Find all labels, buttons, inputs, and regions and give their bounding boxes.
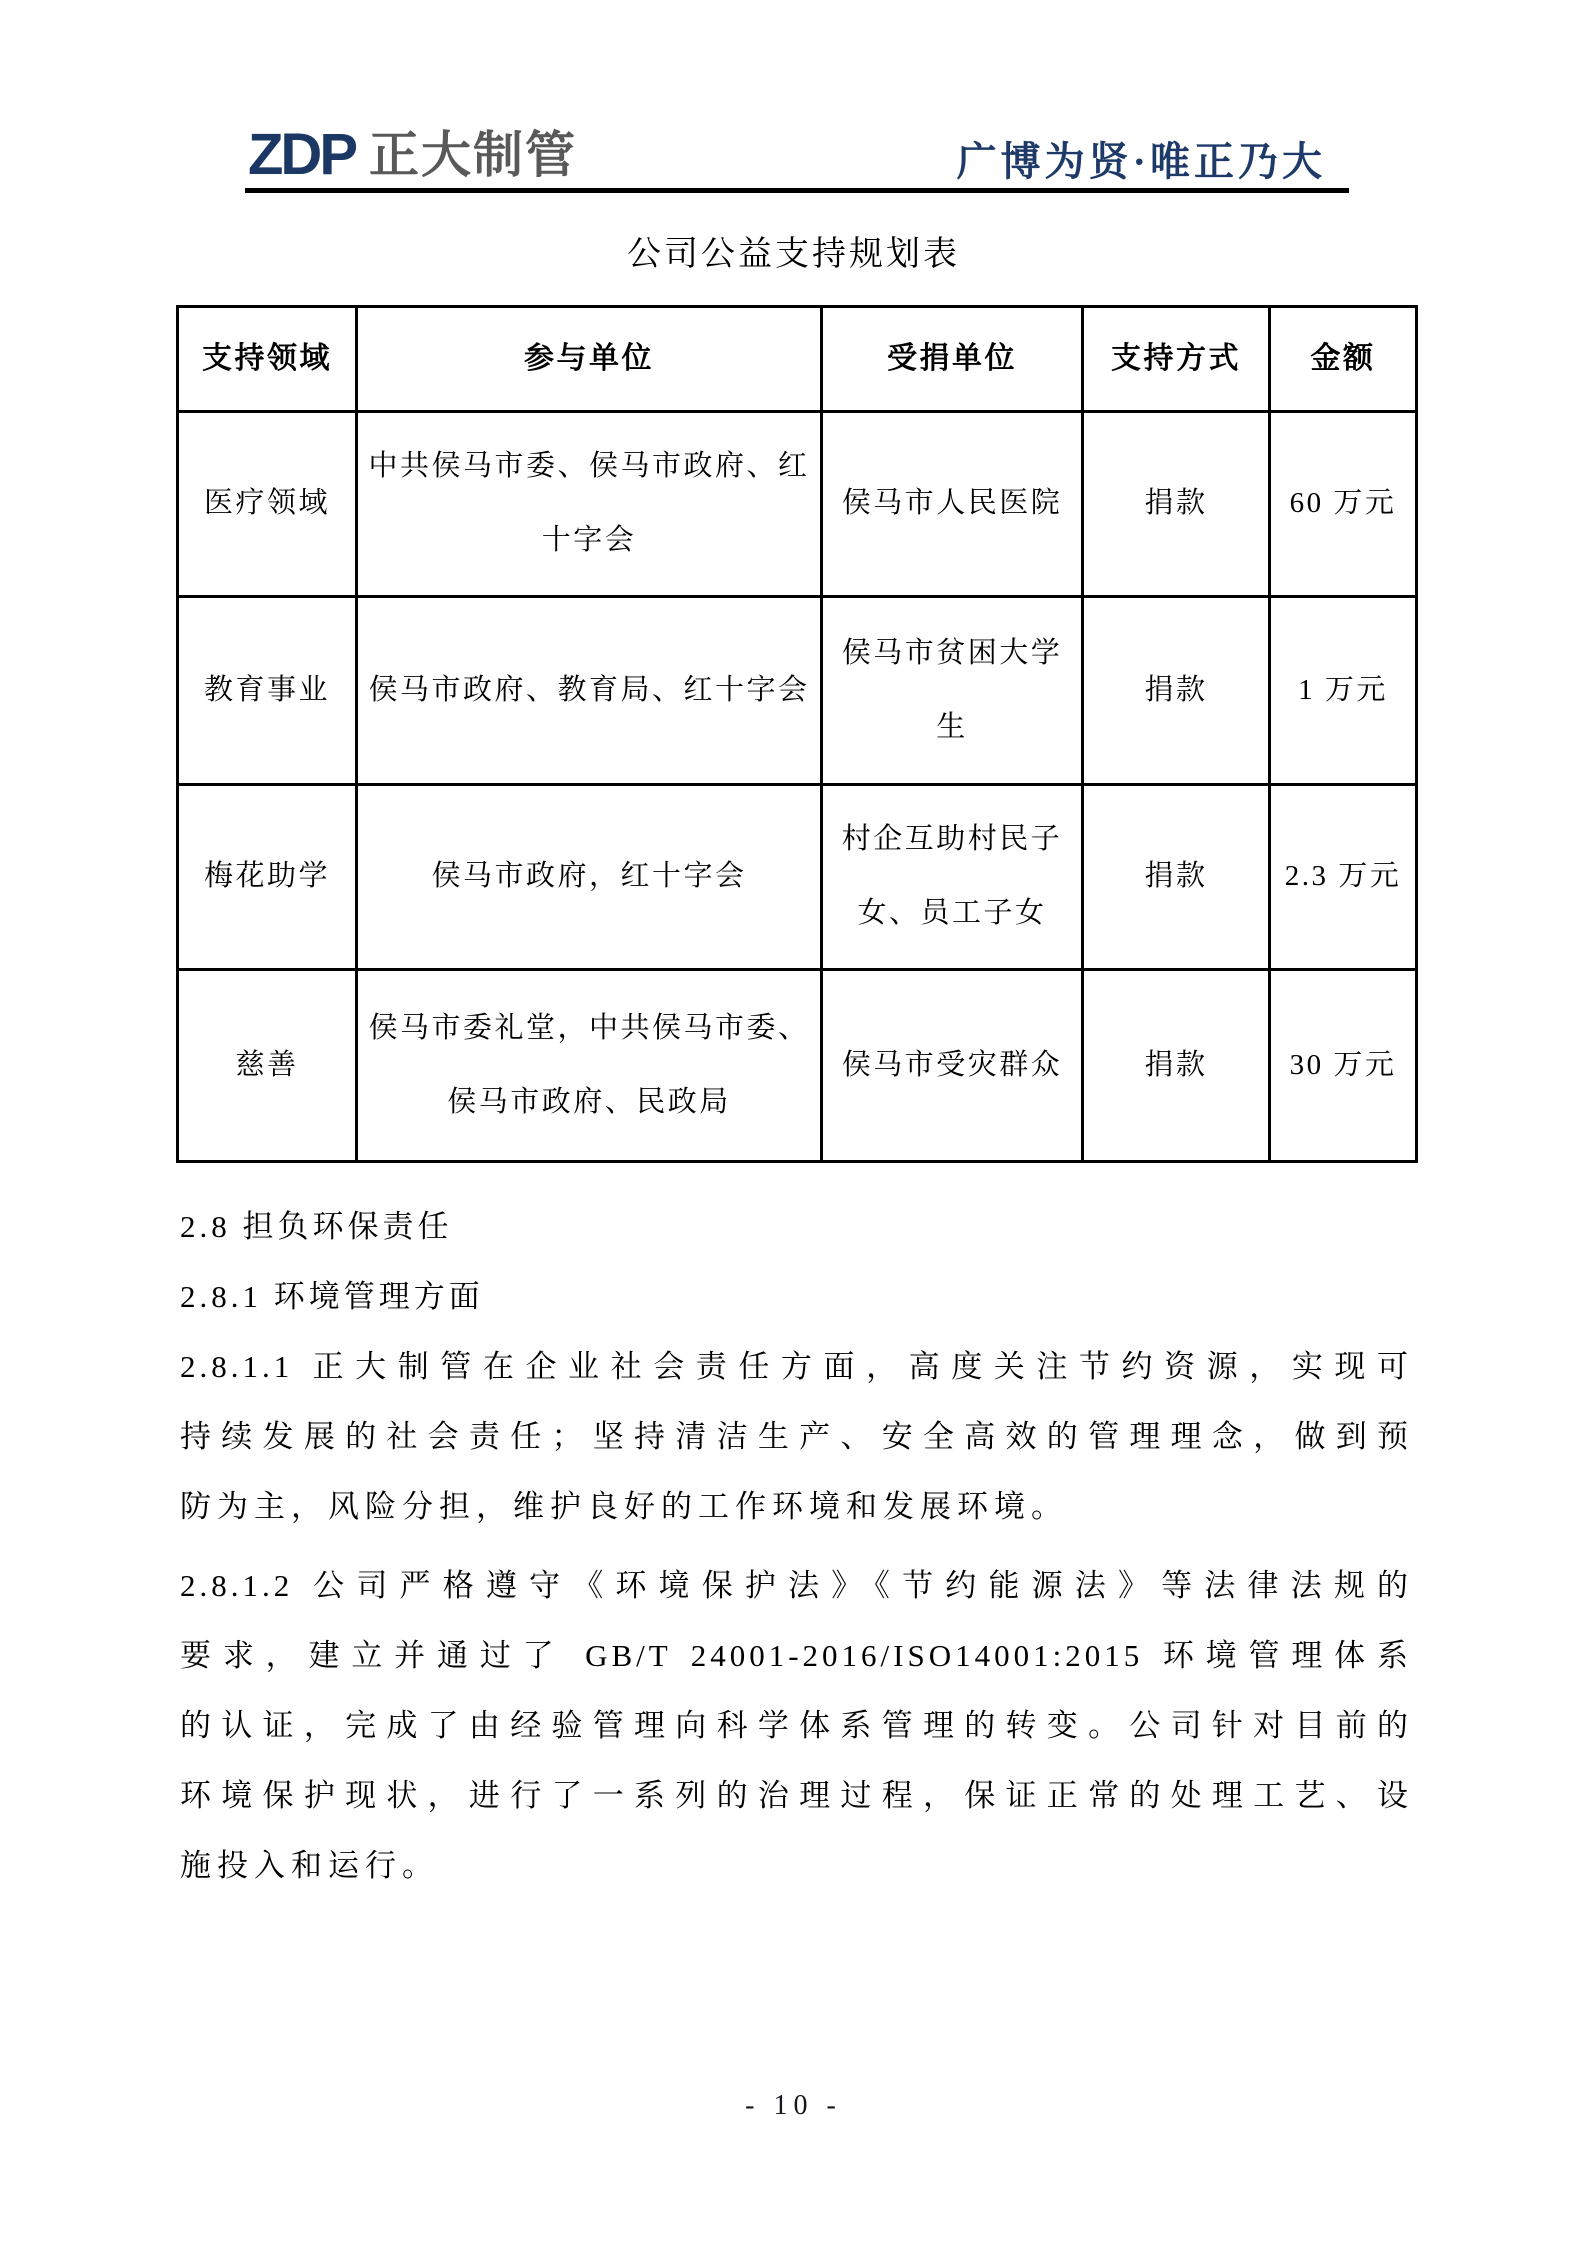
table-cell: 侯马市受灾群众 bbox=[822, 970, 1083, 1162]
table-cell: 捐款 bbox=[1083, 597, 1270, 785]
table-row bbox=[178, 412, 1417, 597]
paragraph-line: 的认证，完成了由经验管理向科学体系管理的转变。公司针对目前的 bbox=[180, 1708, 1412, 1743]
table-row bbox=[178, 970, 1417, 1162]
table-cell: 侯马市政府、教育局、红十字会 bbox=[357, 597, 822, 785]
table-cell: 捐款 bbox=[1083, 412, 1270, 597]
welfare-support-table bbox=[176, 305, 1418, 1163]
header-tagline: 广博为贤·唯正乃大 bbox=[956, 139, 1326, 184]
table-cell: 侯马市政府，红十字会 bbox=[357, 785, 822, 970]
paragraph-line: 2.8.1.1 正大制管在企业社会责任方面，高度关注节约资源，实现可 bbox=[180, 1349, 1412, 1384]
section-heading-2-8-1: 2.8.1 环境管理方面 bbox=[180, 1279, 484, 1314]
table-header-cell: 金额 bbox=[1270, 307, 1417, 412]
table-cell: 2.3 万元 bbox=[1270, 785, 1417, 970]
table-cell: 捐款 bbox=[1083, 970, 1270, 1162]
zdp-logo-mark: ZDP bbox=[248, 122, 355, 187]
table-header-row bbox=[178, 307, 1417, 412]
table-cell: 1 万元 bbox=[1270, 597, 1417, 785]
paragraph-line: 施投入和运行。 bbox=[180, 1848, 439, 1883]
header-divider bbox=[245, 188, 1349, 193]
table-cell: 慈善 bbox=[178, 970, 357, 1162]
table-body bbox=[178, 412, 1417, 1162]
page-title: 公司公益支持规划表 bbox=[627, 236, 960, 273]
table-header-cell: 支持领域 bbox=[178, 307, 357, 412]
paragraph-2-8-1-1 bbox=[180, 1332, 1412, 1542]
paragraph-line: 环境保护现状，进行了一系列的治理过程，保证正常的处理工艺、设 bbox=[180, 1778, 1412, 1813]
section-heading-2-8: 2.8 担负环保责任 bbox=[180, 1209, 453, 1244]
company-name: 正大制管 bbox=[369, 127, 577, 183]
table-cell: 侯马市人民医院 bbox=[822, 412, 1083, 597]
table-row bbox=[178, 597, 1417, 785]
table-cell: 教育事业 bbox=[178, 597, 357, 785]
paragraph-line: 持续发展的社会责任；坚持清洁生产、安全高效的管理理念，做到预 bbox=[180, 1419, 1412, 1454]
table-cell: 30 万元 bbox=[1270, 970, 1417, 1162]
table-cell: 中共侯马市委、侯马市政府、红十字会 bbox=[357, 412, 822, 597]
table-header-cell: 参与单位 bbox=[357, 307, 822, 412]
table-cell: 侯马市贫困大学生 bbox=[822, 597, 1083, 785]
paragraph-line: 防为主，风险分担，维护良好的工作环境和发展环境。 bbox=[180, 1489, 1068, 1524]
page-number: - 10 - bbox=[745, 2090, 842, 2121]
table-header-cell: 受捐单位 bbox=[822, 307, 1083, 412]
table-cell: 60 万元 bbox=[1270, 412, 1417, 597]
table-cell: 捐款 bbox=[1083, 785, 1270, 970]
body-text-section bbox=[180, 1192, 1412, 1901]
table-header-cell: 支持方式 bbox=[1083, 307, 1270, 412]
table-cell: 医疗领域 bbox=[178, 412, 357, 597]
paragraph-line: 要求，建立并通过了 GB/T 24001-2016/ISO14001:2015 环境管理体系 bbox=[180, 1638, 1412, 1673]
table-cell: 侯马市委礼堂，中共侯马市委、侯马市政府、民政局 bbox=[357, 970, 822, 1162]
table-row bbox=[178, 785, 1417, 970]
paragraph-2-8-1-2 bbox=[180, 1551, 1412, 1901]
table-cell: 梅花助学 bbox=[178, 785, 357, 970]
paragraph-line: 2.8.1.2 公司严格遵守《环境保护法》《节约能源法》等法律法规的 bbox=[180, 1568, 1412, 1603]
company-logo bbox=[248, 124, 577, 186]
table-cell: 村企互助村民子女、员工子女 bbox=[822, 785, 1083, 970]
